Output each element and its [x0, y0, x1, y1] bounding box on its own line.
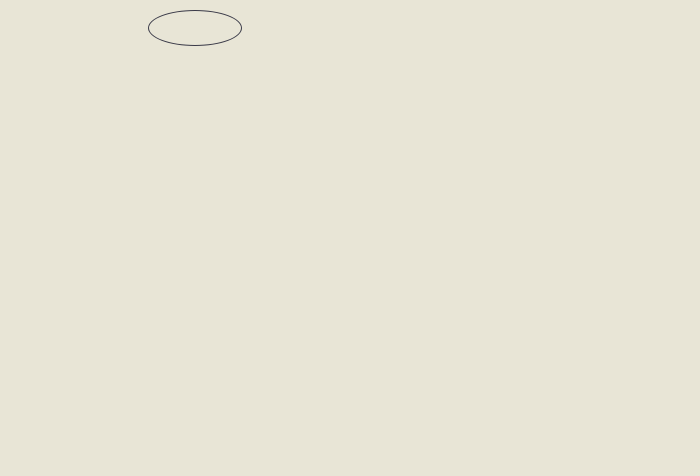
interventor-stamp: [148, 10, 242, 46]
